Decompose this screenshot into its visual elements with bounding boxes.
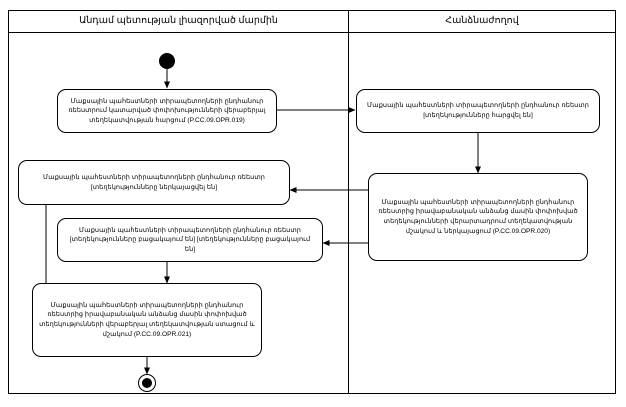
activity-node-reproduce-process-submit[interactable]: Մաքսային պահեստների տիրապետողների ընդհանուր ռեեստրից իրավաբանական անձանց մասին փոփոխված տեղեկությունների վերարտադրում տեղեկատվության մշակում և ներկայացում (P.CC.09.OPR.020) (368, 173, 588, 261)
activity-node-registry-requested[interactable]: Մաքսային պահեստների տիրապետողների ընդհանուր ռեեստր [տեղեկությունները հարցվել են] (356, 89, 600, 133)
activity-node-registry-absent[interactable]: Մաքսային պահեստների տիրապետողների ընդհանուր ռեեստր [տեղեկությունները բացակայում են] [տեղեկությունները բացակայում են] (57, 218, 323, 262)
activity-node-registry-submitted[interactable]: Մաքսային պահեստների տիրապետողների ընդհանուր ռեեստր [տեղեկությունները ներկայացվել են] (18, 160, 290, 205)
swimlane-header-right: Հանձնաժողով (445, 15, 519, 26)
swimlane-vertical-divider (348, 10, 349, 394)
final-node-center (142, 378, 152, 388)
swimlane-header-left: Անդամ պետության լիազորված մարմին (79, 15, 278, 26)
initial-node (159, 53, 175, 69)
activity-node-receive-process[interactable]: Մաքսային պահեստների տիրապետողների ընդհանուր ռեեստրից իրավաբանական անձանց մասին փոփոխված տեղեկությունների վերաբերյալ տեղեկատվության ստացում և մշակում (P.CC.09.OPR.021) (32, 283, 262, 357)
swimlane-header-divider (8, 32, 616, 33)
activity-node-request-changes[interactable]: Մաքսային պահեստների տիրապետողների ընդհանուր ռեեստրում կատարված փոփոխությունների վերաբերյալ տեղեկատվության հարցում (P.CC.09.OPR.019) (57, 89, 277, 133)
